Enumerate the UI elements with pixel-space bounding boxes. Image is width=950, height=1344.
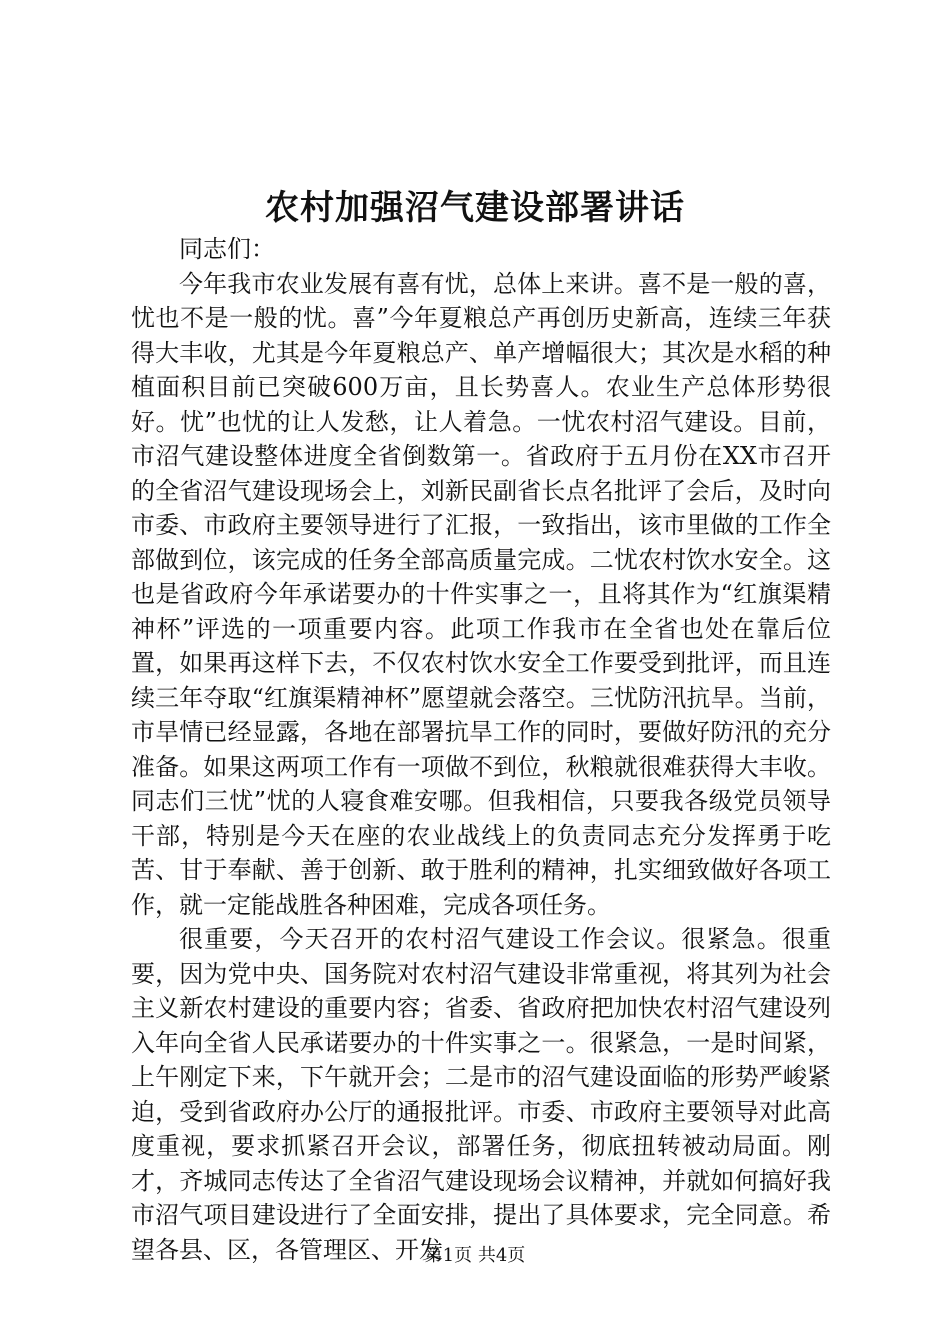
document-body	[131, 232, 831, 1267]
salutation: 同志们：	[179, 235, 275, 263]
paragraph: 今年我市农业发展有喜有忧，总体上来讲。喜不是一般的喜，忧也不是一般的忧。喜”今年夏粮总产再创历史新高，连续三年获得大丰收，尤其是今年夏粮总产、单产增幅很大；其次是水稻的种植面积目前已突破600万亩，且长势喜人。农业生产总体形势很好。忧”也忧的让人发愁，让人着急。一忧农村沼气建设。目前，市沼气建设整体进度全省倒数第一。省政府于五月份在XX市召开的全省沼气建设现场会上，刘新民副省长点名批评了会后，及时向市委、市政府主要领导进行了汇报，一致指出，该市里做的工作全部做到位，该完成的任务全部高质量完成。二忧农村饮水安全。这也是省政府今年承诺要办的十件实事之一，且将其作为“红旗渠精神杯”评选的一项重要内容。此项工作我市在全省也处在靠后位置，如果再这样下去，不仅农村饮水安全工作要受到批评，而且连续三年夺取“红旗渠精神杯”愿望就会落空。三忧防汛抗旱。当前，市旱情已经显露，各地在部署抗旱工作的同时，要做好防汛的充分准备。如果这两项工作有一项做不到位，秋粮就很难获得大丰收。同志们三忧”忧的人寝食难安哪。但我相信，只要我各级党员领导干部，特别是今天在座的农业战线上的负责同志充分发挥勇于吃苦、甘于奉献、善于创新、敢于胜利的精神，扎实细致做好各项工作，就一定能战胜各种困难，完成各项任务。	[131, 269, 831, 919]
page-number-footer: 第1页 共4页	[424, 1245, 526, 1266]
paragraph: 很重要，今天召开的农村沼气建设工作会议。很紧急。很重要，因为党中央、国务院对农村沼气建设非常重视，将其列为社会主义新农村建设的重要内容；省委、省政府把加快农村沼气建设列入年向全省人民承诺要办的十件实事之一。很紧急，一是时间紧，上午刚定下来，下午就开会；二是市的沼气建设面临的形势严峻紧迫，受到省政府办公厅的通报批评。市委、市政府主要领导对此高度重视，要求抓紧召开会议，部署任务，彻底扭转被动局面。刚才，齐城同志传达了全省沼气建设现场会议精神，并就如何搞好我市沼气项目建设进行了全面安排，提出了具体要求，完全同意。希望各县、区，各管理区、开发	[131, 925, 831, 1264]
document-title: 农村加强沼气建设部署讲话	[265, 188, 685, 228]
